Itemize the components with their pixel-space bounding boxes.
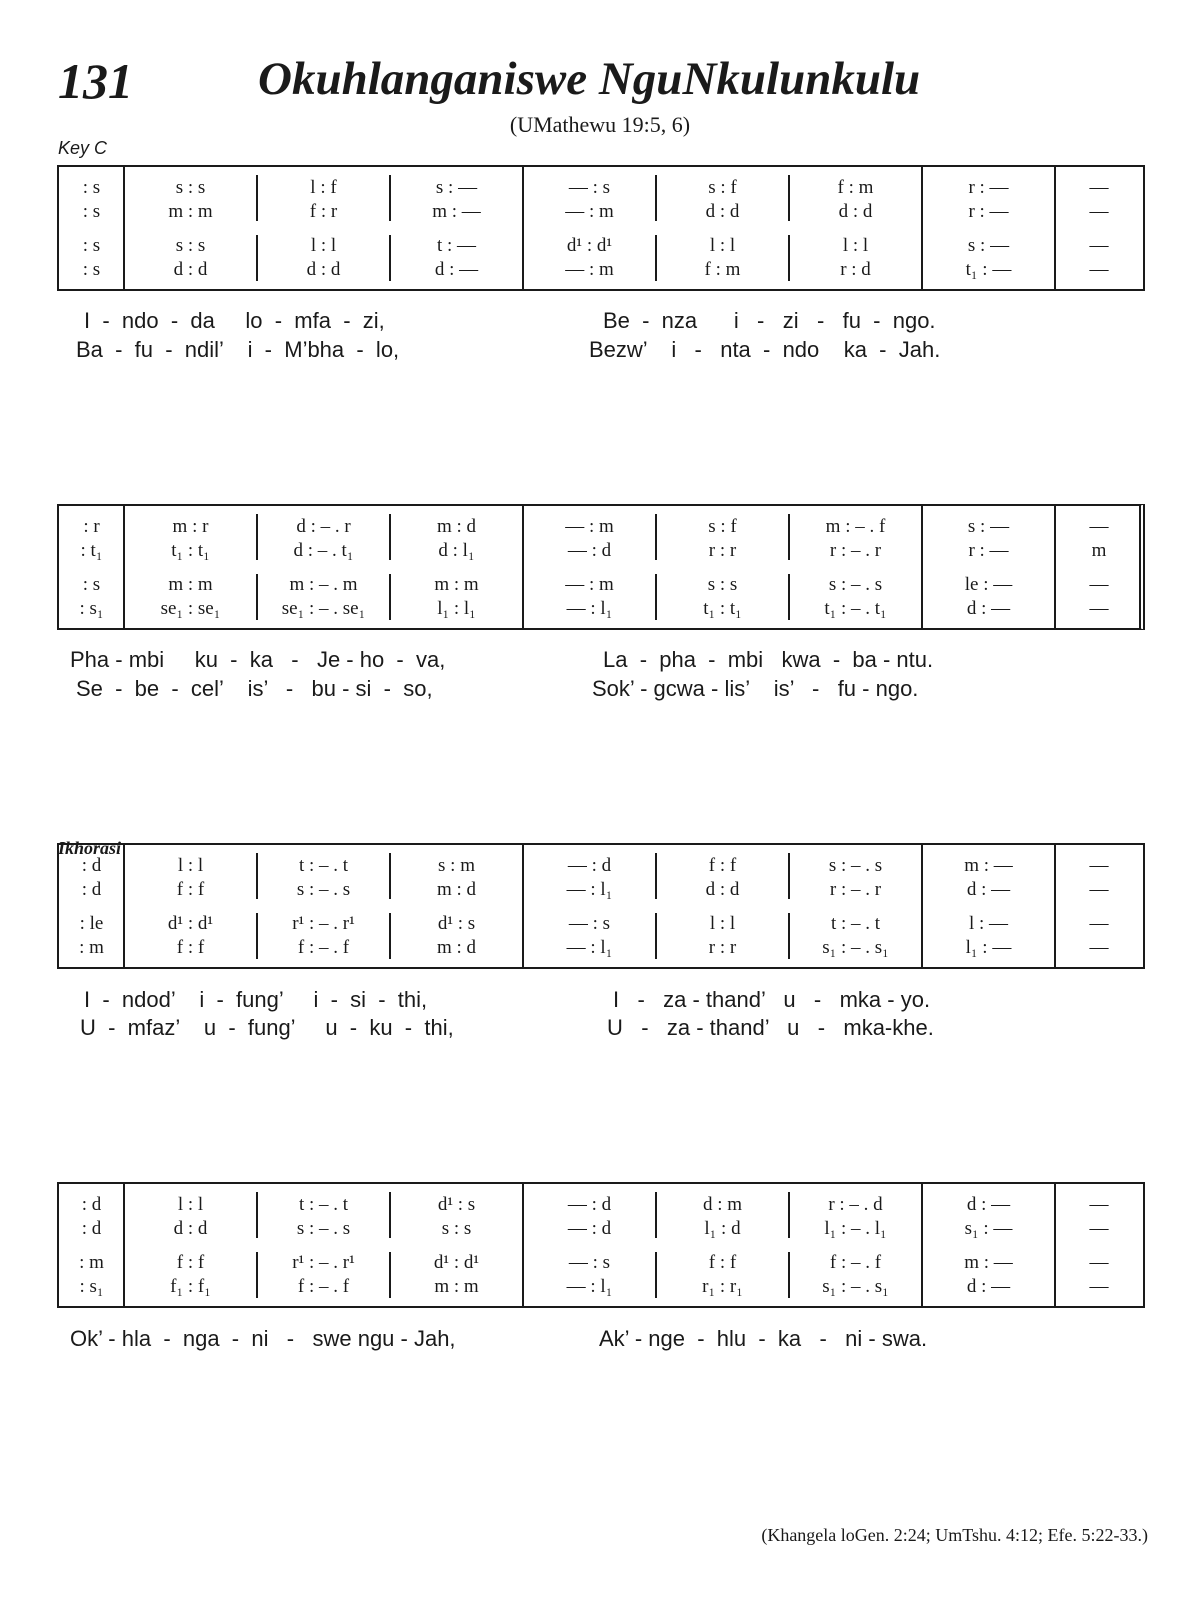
solfa-note: d¹ : d¹ [566, 235, 613, 256]
solfa-note: se₁ : – . se₁ [281, 598, 366, 619]
solfa-note: — [1089, 598, 1109, 619]
solfa-note: m : m [434, 574, 479, 595]
solfa-note: m : d [436, 937, 477, 958]
solfa-note: r : – . r [829, 540, 882, 561]
solfa-note: f₁ : f₁ [170, 1276, 211, 1297]
solfa-note: l₁ : l₁ [437, 598, 476, 619]
solfa-note: s : m [438, 855, 475, 876]
lyric-line: Ok’ - hla - nga - ni - swe ngu - Jah, [70, 1326, 456, 1351]
hymn-number: 131 [58, 53, 133, 109]
lyric-line: I - ndo - da lo - mfa - zi, [84, 308, 385, 333]
footer-references: (Khangela loGen. 2:24; UmTshu. 4:12; Efe. 5:22-33.) [761, 1525, 1148, 1545]
solfa-note: — [1089, 1252, 1109, 1273]
solfa-note: s : — [967, 516, 1010, 537]
solfa-note: r₁ : r₁ [702, 1276, 743, 1297]
solfa-note: : r [83, 516, 100, 537]
solfa-note: s : — [435, 177, 478, 198]
solfa-note: t₁ : t₁ [703, 598, 742, 619]
solfa-note: s : s [175, 177, 206, 198]
scripture-reference: (UMathewu 19:5, 6) [509, 112, 691, 137]
solfa-note: m [1091, 540, 1107, 561]
solfa-note: — : m [565, 574, 614, 595]
solfa-note: m : – . f [825, 516, 886, 537]
solfa-notes [59, 167, 1143, 289]
solfa-note: f : m [704, 259, 741, 280]
solfa-note: r : r [708, 540, 737, 561]
solfa-note: l : l [177, 855, 204, 876]
solfa-note: s : s [175, 235, 206, 256]
chorus-label: Ikhorasi [58, 838, 122, 858]
solfa-note: t₁ : — [965, 259, 1012, 280]
solfa-note: l₁ : — [965, 937, 1012, 958]
solfa-note: r : — [968, 540, 1009, 561]
solfa-note: s₁ : – . s₁ [822, 937, 889, 958]
solfa-note: — [1089, 1218, 1109, 1239]
solfa-note: r : r [708, 937, 737, 958]
music-system-2 [57, 504, 1145, 630]
solfa-note: t : – . t [298, 855, 349, 876]
solfa-note: l : — [968, 913, 1009, 934]
solfa-note: s : – . s [296, 1218, 351, 1239]
lyric-line: Be - nza i - zi - fu - ngo. [603, 308, 936, 333]
solfa-note: — : s [568, 177, 611, 198]
solfa-note: d : d [705, 879, 740, 900]
hymn-title: Okuhlanganiswe NguNkulunkulu [258, 53, 921, 105]
lyric-line: U - za - thand’ u - mka-khe. [607, 1015, 934, 1040]
solfa-note: l : f [310, 177, 337, 198]
music-system-3 [57, 843, 1145, 969]
solfa-note: f : f [708, 855, 737, 876]
solfa-note: r : — [968, 201, 1009, 222]
solfa-note: r : — [968, 177, 1009, 198]
solfa-notes [59, 506, 1139, 628]
solfa-note: d : — [966, 1194, 1011, 1215]
solfa-note: d : – . t₁ [293, 540, 354, 561]
solfa-note: r : – . r [829, 879, 882, 900]
solfa-note: — [1089, 259, 1109, 280]
solfa-note: — : l₁ [566, 1276, 613, 1297]
solfa-note: — [1089, 516, 1109, 537]
solfa-notes [59, 845, 1143, 967]
solfa-note: : t₁ [80, 540, 103, 561]
solfa-note: f : f [176, 937, 205, 958]
lyric-line: U - mfaz’ u - fung’ u - ku - thi, [80, 1015, 454, 1040]
solfa-note: — : l₁ [566, 598, 613, 619]
solfa-note: m : — [964, 855, 1013, 876]
solfa-note: l : l [709, 913, 736, 934]
solfa-note: — [1089, 879, 1109, 900]
solfa-note: f : – . f [829, 1252, 882, 1273]
solfa-note: f : f [708, 1252, 737, 1273]
solfa-note: t : — [436, 235, 477, 256]
solfa-note: — : d [567, 1194, 612, 1215]
music-system-4 [57, 1182, 1145, 1308]
solfa-note: s₁ : – . s₁ [822, 1276, 889, 1297]
lyric-line: I - ndod’ i - fung’ i - si - thi, [84, 987, 428, 1012]
solfa-note: r : – . d [828, 1194, 883, 1215]
solfa-note: m : d [436, 879, 477, 900]
solfa-note: : d [81, 1194, 102, 1215]
solfa-note: d¹ : s [437, 1194, 476, 1215]
solfa-note: d : d [705, 201, 740, 222]
solfa-note: s : s [707, 574, 738, 595]
solfa-note: — : d [567, 540, 612, 561]
solfa-note: l₁ : d [704, 1218, 741, 1239]
solfa-note: : m [79, 937, 104, 958]
solfa-note: — : s [568, 1252, 611, 1273]
solfa-note: — : d [567, 1218, 612, 1239]
solfa-note: f : f [176, 1252, 205, 1273]
solfa-notes [59, 1184, 1143, 1306]
lyric-line: Pha - mbi ku - ka - Je - ho - va, [70, 647, 446, 672]
solfa-note: se₁ : se₁ [160, 598, 221, 619]
solfa-note: — : m [565, 259, 614, 280]
solfa-note: d¹ : s [437, 913, 476, 934]
solfa-note: t₁ : – . t₁ [824, 598, 887, 619]
solfa-note: — : l₁ [566, 879, 613, 900]
solfa-note: : d [81, 1218, 102, 1239]
solfa-note: f : m [837, 177, 874, 198]
solfa-note: : d [81, 879, 102, 900]
solfa-note: l : l [842, 235, 869, 256]
solfa-note: r¹ : – . r¹ [292, 1252, 355, 1273]
lyric-line: I - za - thand’ u - mka - yo. [613, 987, 931, 1012]
solfa-note: d : l₁ [438, 540, 475, 561]
key-label: Key C [58, 138, 108, 158]
solfa-note: — : l₁ [566, 937, 613, 958]
solfa-note: d : d [173, 259, 208, 280]
solfa-note: — [1089, 1194, 1109, 1215]
solfa-note: m : m [168, 201, 213, 222]
solfa-note: s : – . s [828, 574, 883, 595]
solfa-note: — [1089, 177, 1109, 198]
solfa-note: s : – . s [296, 879, 351, 900]
solfa-note: d : d [838, 201, 873, 222]
solfa-note: r : d [840, 259, 871, 280]
solfa-note: d : – . r [296, 516, 351, 537]
solfa-note: t : – . t [830, 913, 881, 934]
solfa-note: f : f [176, 879, 205, 900]
solfa-note: d : — [434, 259, 479, 280]
solfa-note: t : – . t [298, 1194, 349, 1215]
solfa-note: — : m [565, 516, 614, 537]
solfa-note: — [1089, 1276, 1109, 1297]
solfa-note: m : d [436, 516, 477, 537]
solfa-note: l₁ : – . l₁ [824, 1218, 887, 1239]
music-system-1 [57, 165, 1145, 291]
solfa-note: — [1089, 937, 1109, 958]
solfa-note: l : l [177, 1194, 204, 1215]
lyric-line: Ak’ - nge - hlu - ka - ni - swa. [599, 1326, 928, 1351]
solfa-note: m : m [168, 574, 213, 595]
solfa-note: m : – . m [289, 574, 358, 595]
solfa-note: s : – . s [828, 855, 883, 876]
solfa-note: : s₁ [79, 598, 104, 619]
solfa-note: : s₁ [79, 1276, 104, 1297]
solfa-note: — [1089, 574, 1109, 595]
solfa-note: l : l [709, 235, 736, 256]
solfa-note: d : — [966, 1276, 1011, 1297]
solfa-note: t₁ : t₁ [171, 540, 210, 561]
solfa-note: m : — [432, 201, 481, 222]
solfa-note: s : — [967, 235, 1010, 256]
solfa-note: f : – . f [297, 937, 350, 958]
solfa-note: le : — [964, 574, 1013, 595]
solfa-note: : s [82, 201, 101, 222]
solfa-note: — [1089, 913, 1109, 934]
solfa-note: s : f [708, 177, 737, 198]
lyric-line: Ba - fu - ndil’ i - M’bha - lo, [76, 337, 400, 362]
solfa-note: r¹ : – . r¹ [292, 913, 355, 934]
solfa-note: — : d [567, 855, 612, 876]
solfa-note: : s [82, 177, 101, 198]
solfa-note: d¹ : d¹ [167, 913, 214, 934]
lyric-line: La - pha - mbi kwa - ba - ntu. [603, 647, 934, 672]
solfa-note: d : — [966, 879, 1011, 900]
solfa-note: d : m [702, 1194, 743, 1215]
solfa-note: d : d [306, 259, 341, 280]
solfa-note: f : r [309, 201, 338, 222]
solfa-note: : s [82, 235, 101, 256]
solfa-note: f : – . f [297, 1276, 350, 1297]
solfa-note: : m [79, 1252, 104, 1273]
solfa-note: m : m [434, 1276, 479, 1297]
solfa-note: m : — [964, 1252, 1013, 1273]
solfa-note: : le [79, 913, 104, 934]
lyric-line: Bezw’ i - nta - ndo ka - Jah. [589, 337, 941, 362]
solfa-note: d¹ : d¹ [433, 1252, 480, 1273]
solfa-note: m : r [172, 516, 209, 537]
solfa-note: d : — [966, 598, 1011, 619]
solfa-note: — [1089, 201, 1109, 222]
solfa-note: : s [82, 259, 101, 280]
lyric-line: Sok’ - gcwa - lis’ is’ - fu - ngo. [592, 676, 919, 701]
solfa-note: s₁ : — [964, 1218, 1013, 1239]
solfa-note: — : m [565, 201, 614, 222]
solfa-note: l : l [310, 235, 337, 256]
solfa-note: — [1089, 855, 1109, 876]
solfa-note: — : s [568, 913, 611, 934]
lyric-line: Se - be - cel’ is’ - bu - si - so, [76, 676, 433, 701]
solfa-note: d : d [173, 1218, 208, 1239]
solfa-note: s : s [441, 1218, 472, 1239]
solfa-note: s : f [708, 516, 737, 537]
solfa-note: — [1089, 235, 1109, 256]
solfa-note: : s [82, 574, 101, 595]
solfa-note: : d [81, 855, 102, 876]
